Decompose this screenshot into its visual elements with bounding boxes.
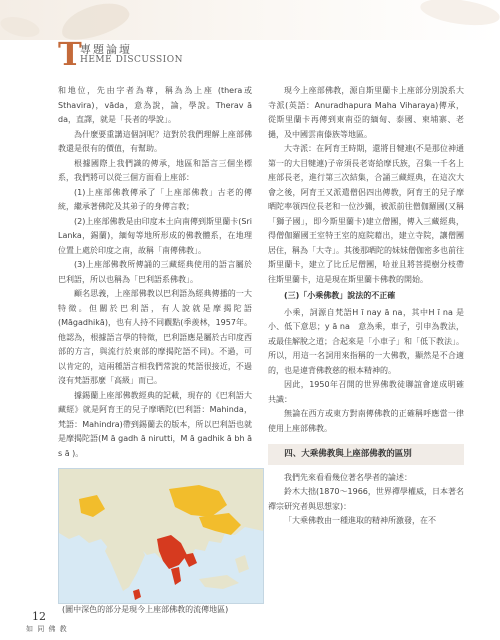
paragraph: 鈴木大拙(1870～1966，世界禪學權威，日本著名禪宗研究者與思想家)：: [268, 487, 464, 511]
section-initial-letter: T: [58, 35, 82, 73]
section-heading: 四、大乘佛教與上座部佛教的區別: [268, 444, 464, 465]
leaf-ornament: [0, 13, 42, 40]
paragraph: 大寺派：在阿育王時期，還將目犍連(不是那位神通第一的大目犍連)子帝須長老寄給摩氏族，召集一千名上座部長老，進行第三次結集，合誦三藏經典，在這次大會之後，阿育王又派遣僧侶四出傳教，阿育王的兒子摩晒陀率領四位長老和一位沙彌，被派前往僧伽羅國(又稱「獅子國」，即今斯里蘭卡)建立僧團，傳入三藏經典，得僧伽羅國王室特王室的庭院藉出，建立寺院，讓僧團居住，稱為「大寺」。其後那晒陀的妹妹僧伽密多也前往斯里蘭卡，建立了比丘尼僧團，哈並且將菩提樹分枝帶往斯里蘭卡，這是現在斯里蘭卡佛教的開始。: [268, 144, 464, 284]
magazine-name: 如 同 佛 教: [26, 625, 68, 633]
section-label-chinese: 專題論壇: [80, 43, 132, 56]
paragraph: (1)上座部佛教傳承了「上座部佛教」古老的傳統，繼承著佛陀及其弟子的身傳言教；: [58, 187, 252, 211]
paragraph: 無論在西方或東方對南傳佛教的正確稱呼應當一律使用上座部佛教。: [268, 409, 464, 433]
right-column: [268, 84, 464, 529]
paragraph: 為什麼要重講這個詞呢？這對於我們理解上座部佛教還是很有的價值，有幫助。: [58, 129, 252, 153]
section-label: [58, 35, 258, 73]
header-decoration: [0, 0, 500, 40]
section-label-english: HEME DISCUSSION: [80, 55, 183, 65]
paragraph: 據錫蘭上座部佛教經典的記載，現存的《巴利語大藏經》就是阿育王的兒子摩晒陀(巴利語：Mahinda，梵語：Mahindra)帶到錫蘭去的版本，所以巴利語也就是摩揭陀語(M ā gadh ā nirutti，M ā gadhik ā bh ā s ā )。: [58, 390, 252, 458]
paragraph: 顧名思義，上座部佛教以巴利語為經典傳播的一大特徵。但關於巴利語，有人說就是摩揭陀語(Māgadhikā)，也有人持不同觀點(季羨林，1957年。他認為，根據語言學的特徵，巴利語應是屬於古印度西部的方言，與流行於東部的摩揭陀語不同)。不過，可以肯定的，這兩種語言相我們常說的梵語很接近，不過沒有梵語那麼「高級」而已。: [58, 289, 252, 385]
paragraph: 我們先來看看幾位著名學者的論述：: [284, 472, 412, 482]
left-column: [58, 84, 252, 461]
asia-map-figure: [58, 468, 264, 604]
paragraph: (3)上座部佛教所傳誦的三藏經典使用的語言屬於巴利語，所以也稱為「巴利語系佛教」。: [58, 260, 252, 284]
paragraph: 因此，1950年召開的世界佛教徒聯誼會達成明確共識：: [268, 380, 464, 404]
subsection-heading: (三)「小乘佛教」說法的不正確: [284, 291, 396, 300]
leaf-ornament: [419, 0, 500, 29]
paragraph: 和地位，先由字者為尊，稱為為上座 (thera或Sthavira)，vāda，意為說，論，學說。Therav ā da，直譯，就是「長者的學說」。: [58, 86, 252, 124]
figure-caption: (圖中深色的部分是現今上座部佛教的流傳地區): [62, 605, 229, 614]
paragraph: (2)上座部佛教是由印度本土向南傳到斯里蘭卡(Sri Lanka，錫蘭)，緬甸等地所形成的佛教體系，在地理位置上處於印度之南，故稱「南傳佛教」。: [58, 216, 252, 255]
paragraph: 根據國際上我們識的傳承，地區和語言三個坐標系，我們將可以從三個方面看上座部：: [58, 158, 252, 182]
paragraph: 「大乘佛教由一種進取的精神所激發，在不: [284, 516, 436, 525]
paragraph: 小乘，詞源自梵語H ī nay ā na，其中H ī na 是小、低下意思；y ā na 意為乘，車子，引申為教法，或最佳解脫之道；合起來是「小車子」和「低下教法」。所以，用這一名詞用來指稱的一大佛教，顯然是不合適的，也是違背佛教慈的根本精神的。: [268, 307, 464, 375]
map-graphic: [59, 469, 263, 603]
page-number: 12: [32, 610, 46, 623]
paragraph: 現今上座部佛教，源自斯里蘭卡上座部分別說系大寺派(英語：Anuradhapura Maha Viharaya)傳承，從斯里蘭卡再傳到東南亞的緬甸、泰國、柬埔寨、老撾，及中國雲南傣族等地區。: [268, 86, 464, 139]
